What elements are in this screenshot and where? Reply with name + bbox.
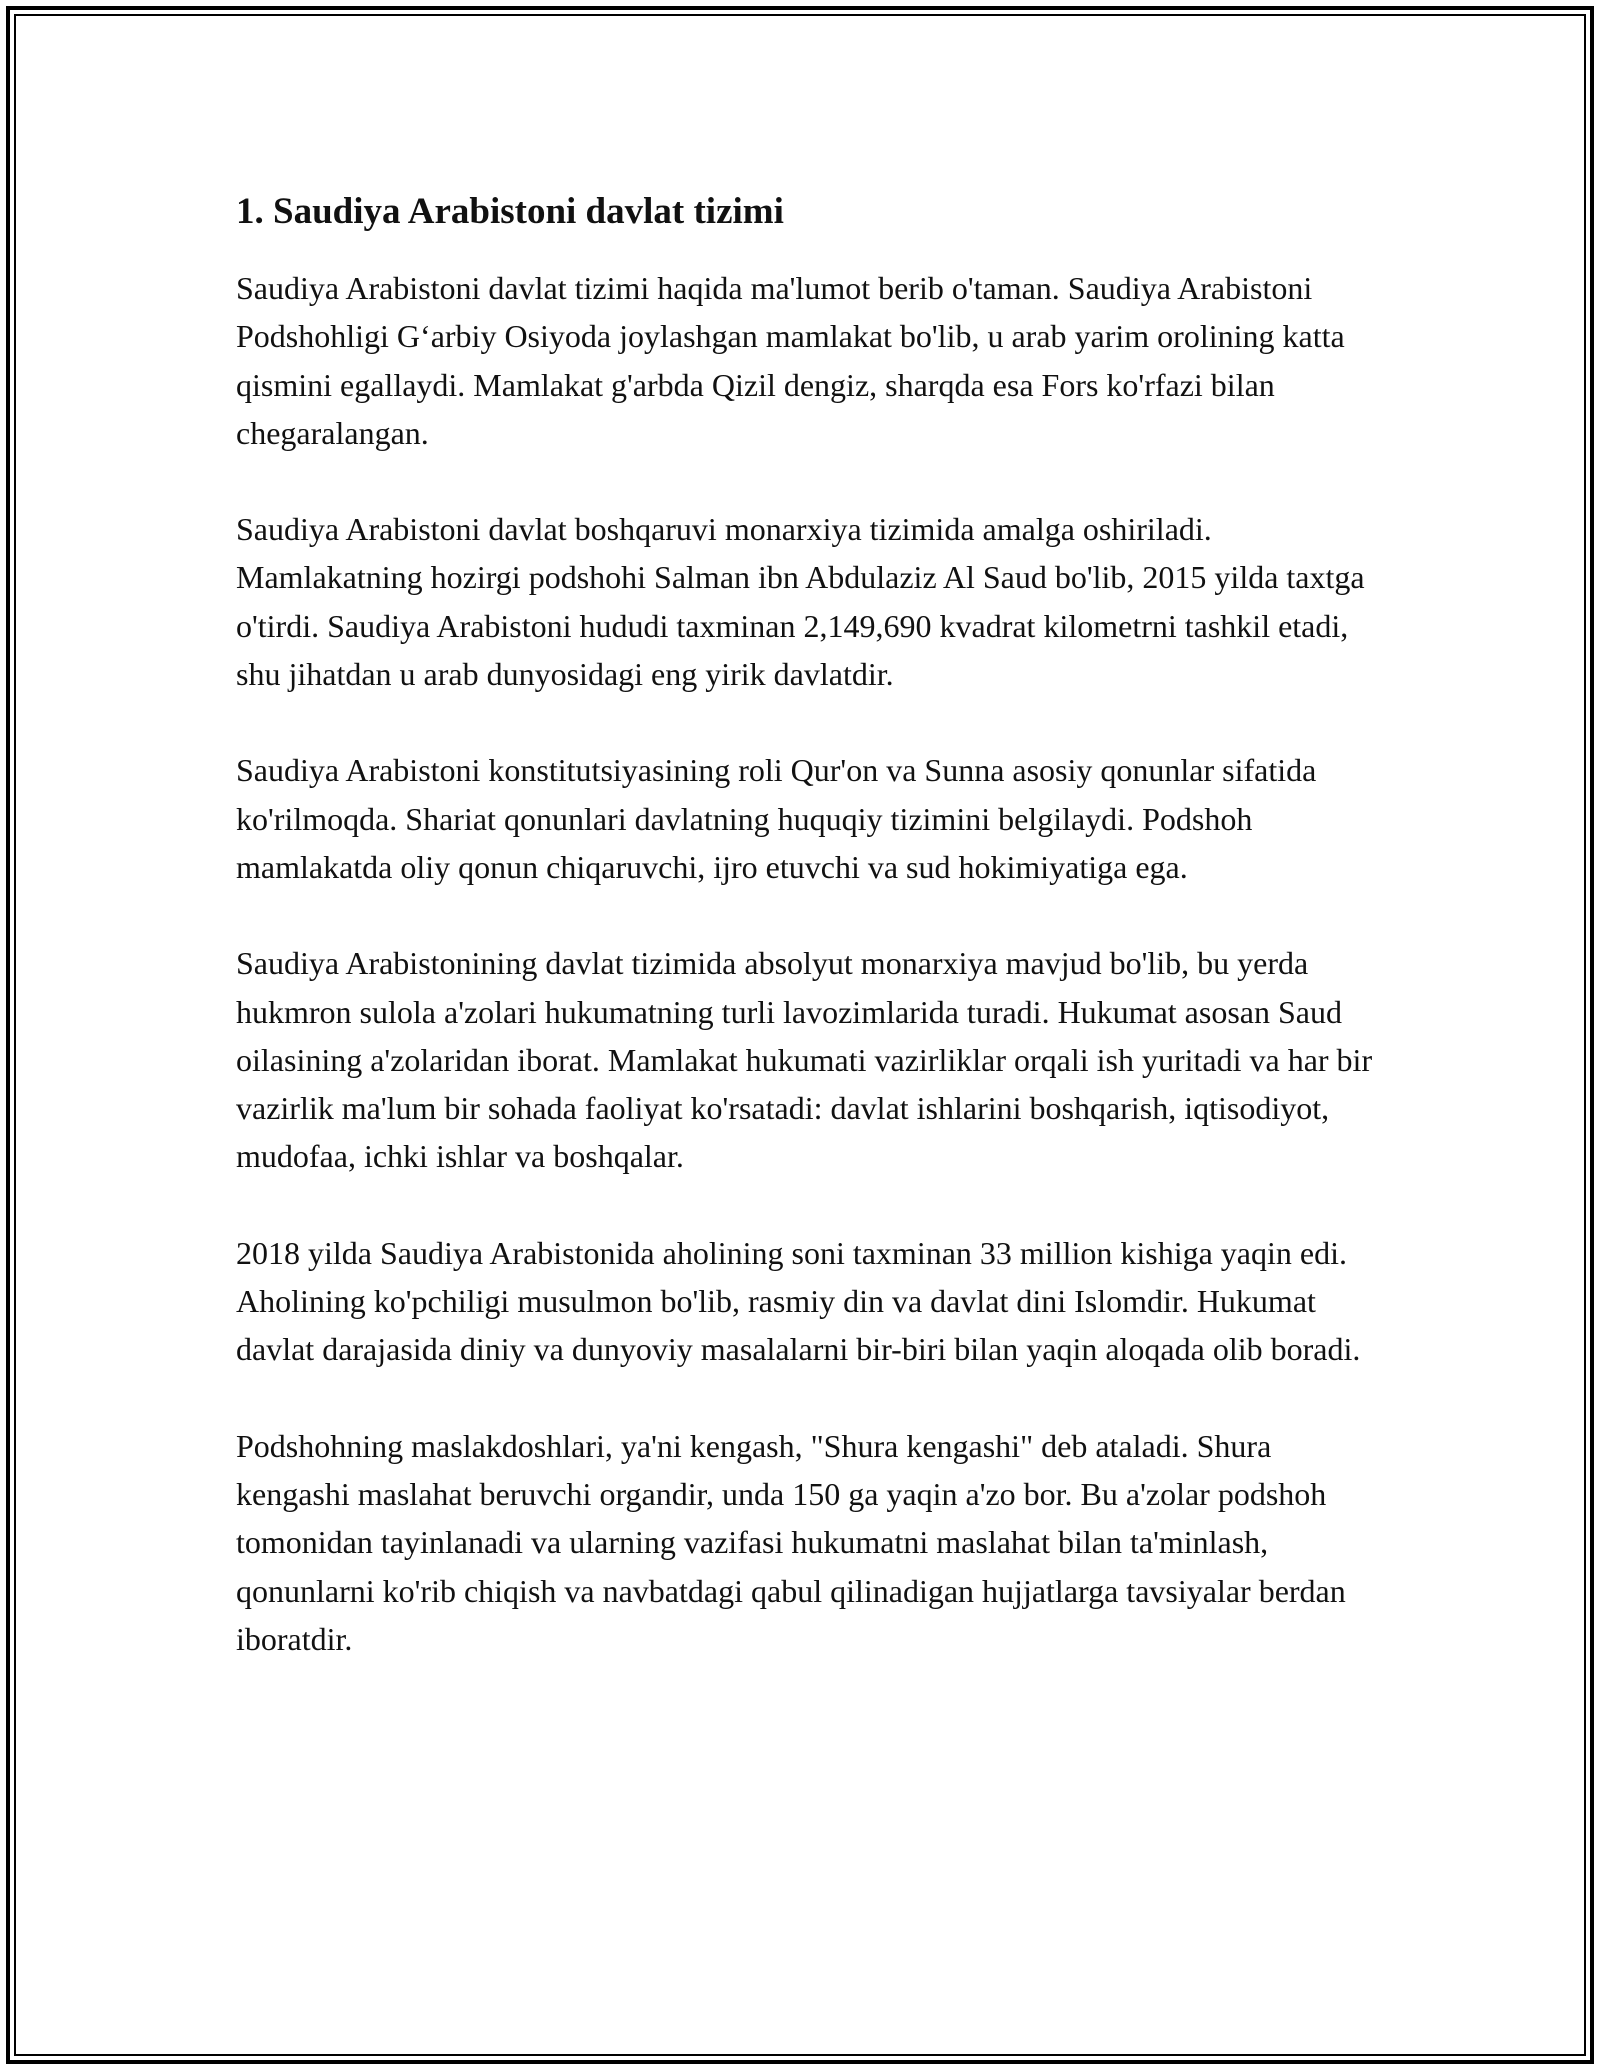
paragraph-constitution: Saudiya Arabistoni konstitutsiyasining roli Qur'on va Sunna asosiy qonunlar sifatida ko'rilmoqda. Shariat qonunlari davlatning huquqiy tizimini belgilaydi. Podshoh mamlakatda oliy qonun chiqaruvchi, ijro etuvchi va sud hokimiyatiga ega. [236, 752, 1317, 885]
paragraph-government: Saudiya Arabistonining davlat tizimida absolyut monarxiya mavjud bo'lib, bu yerda hukmron sulola a'zolari hukumatning turli lavozimlarida turadi. Hukumat asosan Saud oilasining a'zolaridan iborat. Mamlakat hukumati vazirliklar orqali ish yuritadi va har bir vazirlik ma'lum bir sohada faoliyat ko'rsatadi: davlat ishlarini boshqarish, iqtisodiyot, mudofaa, ichki ishlar va boshqalar. [236, 945, 1373, 1175]
paragraph-geography: Saudiya Arabistoni davlat tizimi haqida ma'lumot berib o'taman. Saudiya Arabistoni Podshohligi G‘arbiy Osiyoda joylashgan mamlakat bo'lib, u arab yarim orolining katta qismini egallaydi. Mamlakat g'arbda Qizil dengiz, sharqda esa Fors ko'rfazi bilan chegaralangan. [236, 270, 1345, 451]
paragraph-shura-council: Podshohning maslakdoshlari, ya'ni kengash, "Shura kengashi" deb ataladi. Shura kengashi maslahat beruvchi organdir, unda 150 ga yaqin a'zo bor. Bu a'zolar podshoh tomonidan tayinlanadi va ularning vazifasi hukumatni maslahat bilan ta'minlash, qonunlarni ko'rib chiqish va navbatdagi qabul qilinadigan hujjatlarga tavsiyalar berdan iboratdir. [236, 1427, 1346, 1657]
section-heading: 1. Saudiya Arabistoni davlat tizimi [236, 191, 784, 232]
paragraph-population: 2018 yilda Saudiya Arabistonida aholining soni taxminan 33 million kishiga yaqin edi. Aholining ko'pchiligi musulmon bo'lib, rasmiy din va davlat dini Islomdir. Hukumat davlat darajasida diniy va dunyoviy masalalarni bir-biri bilan yaqin aloqada olib boradi. [236, 1234, 1361, 1368]
paragraph-monarchy: Saudiya Arabistoni davlat boshqaruvi monarxiya tizimida amalga oshiriladi. Mamlakatning hozirgi podshohi Salman ibn Abdulaziz Al Saud bo'lib, 2015 yilda taxtga o'tirdi. Saudiya Arabistoni hududi taxminan 2,149,690 kvadrat kilometrni tashkil etadi, shu jihatdan u arab dunyosidagi eng yirik davlatdir. [236, 511, 1365, 693]
document-body [236, 182, 1386, 1711]
